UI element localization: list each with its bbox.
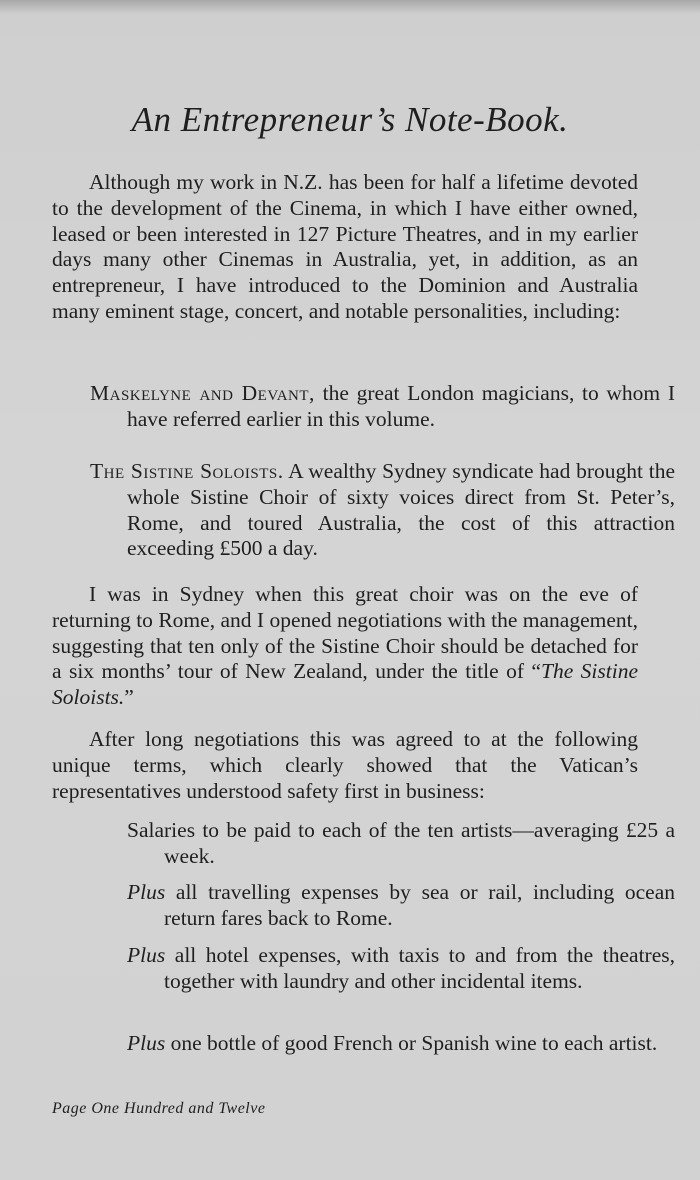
sydney-italic-title: The Sistine Soloists. <box>52 659 638 710</box>
entry-heading: The Sistine Soloists. <box>90 459 284 483</box>
negotiations-paragraph: After long negotiations this was agreed to at the following unique terms, which clearly showed that the Vatican’s representatives understood safety first in business: <box>52 727 638 803</box>
term-item <box>127 880 675 932</box>
term-text: all travelling expenses by sea or rail, including ocean return fares back to Rome. <box>164 880 675 930</box>
entry-text: the great London magicians, to whom I have referred earlier in this volume. <box>127 381 675 431</box>
term-text: one bottle of good French or Spanish wine to each artist. <box>165 1031 658 1055</box>
entry-text: A wealthy Sydney syndicate had brought the whole Sistine Choir of sixty voices direct from St. Peter’s, Rome, and toured Australia, the cost of this attraction exceeding £500 a day. <box>127 459 675 561</box>
term-item <box>127 943 675 995</box>
entry-sistine <box>90 459 675 562</box>
page-footer: Page One Hundred and Twelve <box>52 1100 266 1117</box>
page-edge-shadow <box>0 0 700 14</box>
entry-heading: Maskelyne and Devant, <box>90 381 315 405</box>
term-lead: Plus <box>127 943 166 967</box>
page-title: An Entrepreneur’s Note-Book. <box>131 100 569 139</box>
term-text: Salaries to be paid to each of the ten artists—averaging £25 a week. <box>127 818 675 868</box>
sydney-close-quote: ” <box>124 685 134 710</box>
term-lead: Plus <box>127 880 166 904</box>
intro-paragraph: Although my work in N.Z. has been for half a lifetime devoted to the development of the Cinema, in which I have either owned, leased or been interested in 127 Picture Theatres, and in my earlier days many other Cinemas in Australia, yet, in addition, as an entrepreneur, I have introduced to the Dominion and Australia many eminent stage, concert, and notable personalities, including: <box>52 170 638 323</box>
entry-maskelyne <box>90 381 675 433</box>
sydney-paragraph <box>52 582 638 711</box>
term-text: all hotel expenses, with taxis to and from the theatres, together with laundry and other incidental items. <box>164 943 675 993</box>
term-item <box>127 1031 675 1057</box>
term-item <box>127 818 675 870</box>
sydney-text: I was in Sydney when this great choir was on the eve of returning to Rome, and I opened negotiations with the management, suggesting that ten only of the Sistine Choir should be detached for a six months’ tour of New Zealand, under the title of “ <box>52 582 638 684</box>
term-lead: Plus <box>127 1031 166 1055</box>
